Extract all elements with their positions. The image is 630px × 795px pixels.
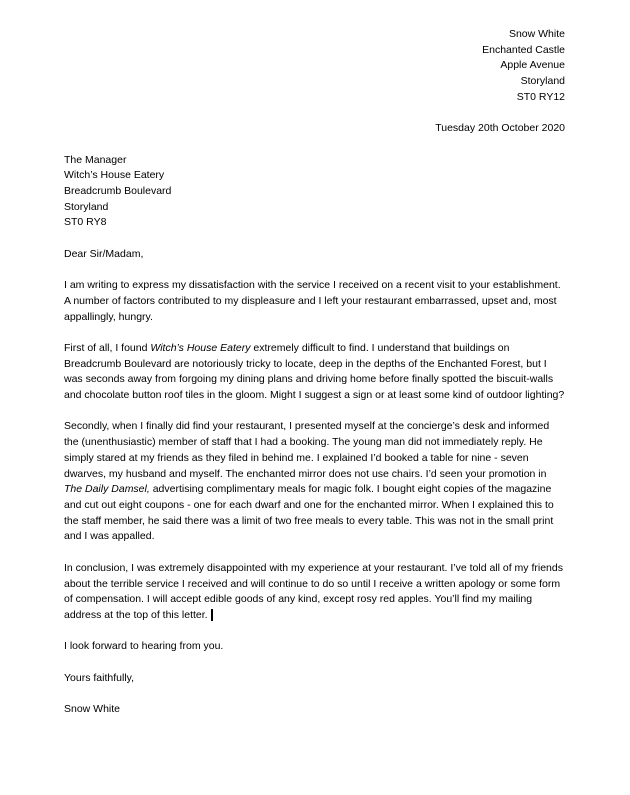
- paragraph-block: [64, 419, 565, 545]
- closing-block: [64, 639, 565, 655]
- date-block: [64, 121, 565, 137]
- text-caret: [211, 609, 213, 621]
- paragraph-text: Secondly, when I finally did find your restaurant, I presented myself at the concierge’s desk and informed the (unenthusiastic) member of staff that I had a booking. The young man did not immediately reply. He simply stared at my friends as they filed in behind me. I explained I’d booked a table for nine - seven dwarves, my husband and myself. The enchanted mirror does not use chairs. I’d seen your promotion in The Daily Damsel, advertising complimentary meals for magic folk. I bought eight copies of the magazine and cut out eight coupons - one for each dwarf and one for the enchanted mirror. When I explained this to the staff member, he said there was a limit of two free meals to every table. This was not in the small print and I was appalled.: [64, 420, 554, 543]
- paragraph-text: In conclusion, I was extremely disappointed with my experience at your restaurant. I’ve told all of my friends about the terrible service I received and will continue to do so until I receive a written apology or some form of compensation. I will accept edible goods of any kind, except rosy red apples. You’ll find my mailing address at the top of this letter.: [64, 561, 563, 621]
- sender-address-line[interactable]: Snow White: [508, 28, 565, 40]
- closing-line[interactable]: I look forward to hearing from you.: [64, 640, 224, 653]
- paragraph-block: [64, 341, 565, 404]
- recipient-address-line[interactable]: Breadcrumb Boulevard: [64, 185, 172, 197]
- recipient-address-line[interactable]: Storyland: [64, 200, 109, 213]
- valediction[interactable]: Yours faithfully,: [64, 671, 135, 684]
- recipient-address-line[interactable]: Witch’s House Eatery: [64, 169, 165, 182]
- sender-address-line[interactable]: Enchanted Castle: [482, 43, 565, 56]
- paragraph-text: First of all, I found Witch’s House Eatery extremely difficult to find. I understand that buildings on Breadcrumb Boulevard are notoriously tricky to locate, deep in the depths of the Enchanted Forest, but I was seconds away from forgoing my dining plans and driving home before finally spotted the biscuit-walls and chocolate button roof tiles in the gloom. Might I suggest a sign or at least some kind of outdoor lighting?: [64, 341, 565, 402]
- sender-address-line[interactable]: Apple Avenue: [500, 59, 565, 72]
- paragraph-block: [64, 561, 565, 624]
- recipient-address-line[interactable]: ST0 RY8: [64, 216, 107, 229]
- date-line[interactable]: Tuesday 20th October 2020: [435, 122, 565, 135]
- recipient-address-block: [64, 153, 565, 232]
- sender-address-block: [64, 27, 565, 106]
- signature-block: [64, 702, 565, 718]
- recipient-address-line[interactable]: The Manager: [64, 153, 127, 166]
- letter-paragraph[interactable]: [64, 561, 565, 624]
- sender-address-line[interactable]: ST0 RY12: [516, 90, 565, 103]
- salutation[interactable]: Dear Sir/Madam,: [64, 247, 144, 260]
- letter-paragraph[interactable]: [64, 419, 565, 545]
- valediction-block: [64, 671, 565, 687]
- salutation-block: [64, 247, 565, 263]
- paragraph-text: I am writing to express my dissatisfaction with the service I received on a recent visit to your establishment. A number of factors contributed to my displeasure and I left your restaurant embarrassed, upset and, most appallingly, hungry.: [64, 279, 561, 323]
- letter-paragraph[interactable]: [64, 341, 565, 404]
- signature[interactable]: Snow White: [64, 703, 121, 716]
- letter-paragraph[interactable]: [64, 278, 565, 325]
- sender-address-line[interactable]: Storyland: [520, 75, 565, 88]
- letter-content: [64, 27, 565, 718]
- paragraph-block: [64, 278, 565, 325]
